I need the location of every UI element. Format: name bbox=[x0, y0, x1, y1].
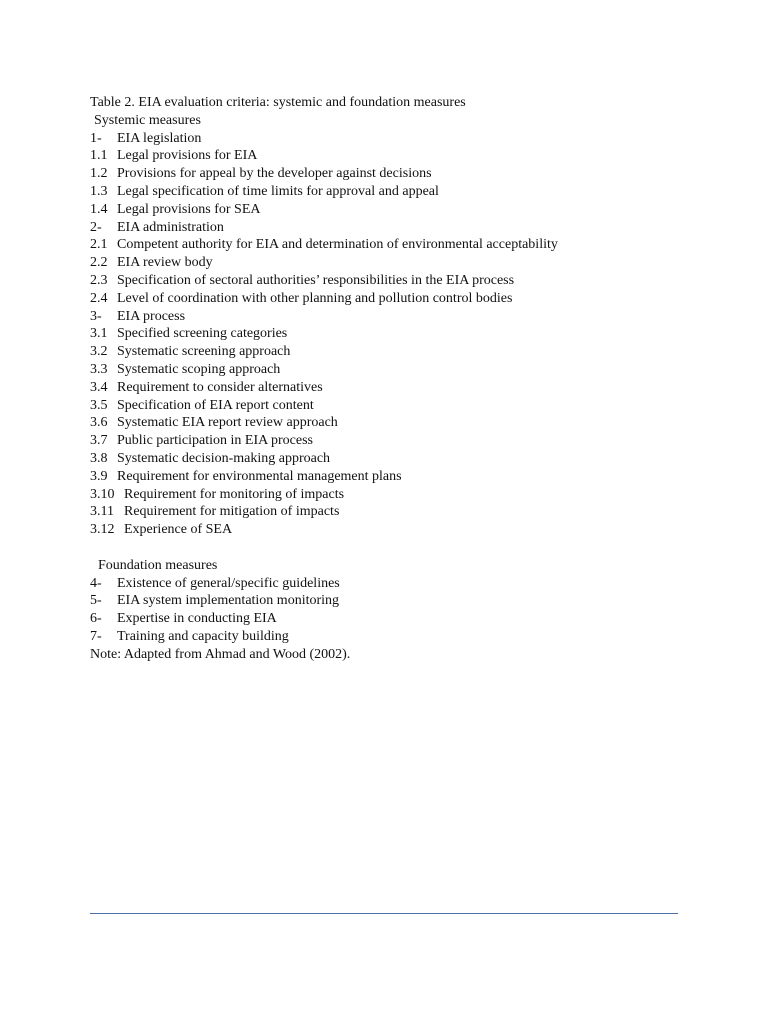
item-text: Experience of SEA bbox=[124, 522, 233, 538]
foundation-item bbox=[90, 575, 710, 593]
item-number: 3.7 bbox=[90, 433, 108, 449]
item-text: Requirement to consider alternatives bbox=[117, 379, 323, 395]
systemic-heading: Systemic measures bbox=[94, 112, 201, 128]
item-text: Requirement for mitigation of impacts bbox=[124, 504, 340, 520]
item-number: 2.2 bbox=[90, 255, 108, 271]
item-number: 1.4 bbox=[90, 201, 108, 217]
systemic-item bbox=[90, 521, 710, 539]
systemic-item bbox=[90, 236, 710, 254]
item-number: 2.1 bbox=[90, 237, 108, 253]
item-number: 3.2 bbox=[90, 344, 108, 360]
item-number: 4- bbox=[90, 575, 102, 591]
item-text: Specified screening categories bbox=[117, 326, 288, 342]
systemic-item bbox=[90, 201, 710, 219]
item-number: 6- bbox=[90, 611, 102, 627]
systemic-item bbox=[90, 361, 710, 379]
systemic-item bbox=[90, 343, 710, 361]
item-text: Expertise in conducting EIA bbox=[117, 611, 277, 627]
systemic-item bbox=[90, 486, 710, 504]
systemic-item bbox=[90, 183, 710, 201]
document-content bbox=[90, 94, 710, 664]
source-note: Note: Adapted from Ahmad and Wood (2002). bbox=[90, 646, 351, 662]
item-text: Requirement for environmental management plans bbox=[117, 468, 402, 484]
item-text: Public participation in EIA process bbox=[117, 433, 313, 449]
item-number: 2.3 bbox=[90, 272, 108, 288]
item-text: Specification of sectoral authorities’ responsibilities in the EIA process bbox=[117, 272, 515, 288]
systemic-item bbox=[90, 379, 710, 397]
foundation-heading: Foundation measures bbox=[98, 557, 218, 573]
section-spacer bbox=[90, 539, 710, 557]
item-number: 3.4 bbox=[90, 379, 108, 395]
item-number: 1.1 bbox=[90, 148, 108, 164]
item-text: Existence of general/specific guidelines bbox=[117, 575, 340, 591]
item-number: 3.11 bbox=[90, 504, 114, 520]
item-number: 5- bbox=[90, 593, 102, 609]
item-text: EIA review body bbox=[117, 255, 213, 271]
item-number: 3.6 bbox=[90, 415, 108, 431]
foundation-item bbox=[90, 610, 710, 628]
systemic-item bbox=[90, 503, 710, 521]
item-text: Legal provisions for SEA bbox=[117, 201, 261, 217]
item-text: Provisions for appeal by the developer against decisions bbox=[117, 166, 432, 182]
systemic-item bbox=[90, 308, 710, 326]
item-number: 3.10 bbox=[90, 486, 115, 502]
item-number: 3.1 bbox=[90, 326, 108, 342]
footer-rule bbox=[90, 913, 678, 914]
item-number: 3- bbox=[90, 308, 102, 324]
item-number: 2- bbox=[90, 219, 102, 235]
item-number: 2.4 bbox=[90, 290, 108, 306]
item-text: Systematic decision-making approach bbox=[117, 450, 331, 466]
item-text: Competent authority for EIA and determination of environmental acceptability bbox=[117, 237, 558, 253]
item-text: Legal provisions for EIA bbox=[117, 148, 258, 164]
systemic-item bbox=[90, 130, 710, 148]
item-text: Level of coordination with other planning and pollution control bodies bbox=[117, 290, 513, 306]
item-text: Legal specification of time limits for approval and appeal bbox=[117, 183, 439, 199]
item-number: 1.3 bbox=[90, 183, 108, 199]
foundation-item bbox=[90, 628, 710, 646]
systemic-item bbox=[90, 414, 710, 432]
systemic-item bbox=[90, 450, 710, 468]
foundation-item bbox=[90, 592, 710, 610]
item-text: Systematic scoping approach bbox=[117, 361, 281, 377]
item-text: Training and capacity building bbox=[117, 628, 289, 644]
systemic-item bbox=[90, 147, 710, 165]
table-title: Table 2. EIA evaluation criteria: systemic and foundation measures bbox=[90, 95, 466, 110]
item-text: EIA legislation bbox=[117, 130, 202, 146]
item-number: 3.3 bbox=[90, 361, 108, 377]
item-number: 7- bbox=[90, 628, 102, 644]
item-text: EIA administration bbox=[117, 219, 224, 235]
item-text: Systematic EIA report review approach bbox=[117, 415, 338, 431]
systemic-measures-list bbox=[90, 130, 710, 539]
item-text: EIA process bbox=[117, 308, 186, 324]
item-number: 3.8 bbox=[90, 450, 108, 466]
item-text: Specification of EIA report content bbox=[117, 397, 314, 413]
systemic-item bbox=[90, 272, 710, 290]
systemic-item bbox=[90, 325, 710, 343]
item-text: EIA system implementation monitoring bbox=[117, 593, 340, 609]
item-text: Systematic screening approach bbox=[117, 344, 291, 360]
item-text: Requirement for monitoring of impacts bbox=[124, 486, 345, 502]
item-number: 1- bbox=[90, 130, 102, 146]
systemic-item bbox=[90, 165, 710, 183]
systemic-item bbox=[90, 468, 710, 486]
systemic-item bbox=[90, 290, 710, 308]
systemic-item bbox=[90, 432, 710, 450]
foundation-measures-list bbox=[90, 575, 710, 646]
item-number: 3.9 bbox=[90, 468, 108, 484]
systemic-item bbox=[90, 219, 710, 237]
systemic-item bbox=[90, 397, 710, 415]
systemic-item bbox=[90, 254, 710, 272]
item-number: 1.2 bbox=[90, 166, 108, 182]
item-number: 3.5 bbox=[90, 397, 108, 413]
item-number: 3.12 bbox=[90, 522, 115, 538]
